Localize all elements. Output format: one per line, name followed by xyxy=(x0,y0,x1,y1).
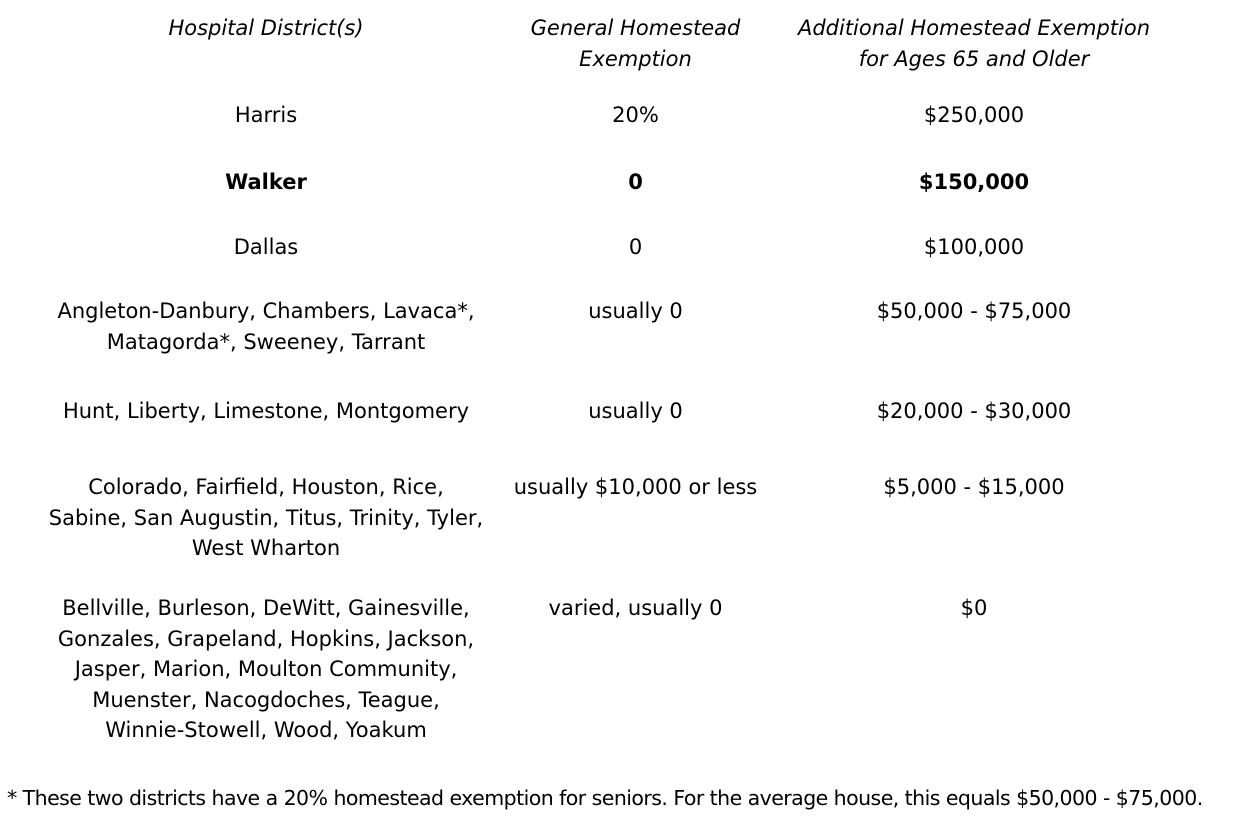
district-line: West Wharton xyxy=(191,536,341,560)
row-dallas-general: 0 xyxy=(628,235,643,259)
row-harris-additional: $250,000 xyxy=(923,103,1025,127)
row-walker-general: 0 xyxy=(628,170,643,194)
district-line: Sabine, San Augustin, Titus, Trinity, Tyler, xyxy=(48,505,484,530)
header-hospital-districts xyxy=(30,13,502,44)
header-additional-line-1: Additional Homestead Exemption xyxy=(797,16,1151,40)
footnote: * These two districts have a 20% homestead exemption for seniors. For the average house, this equals $50,000 - $75,000. xyxy=(7,786,1203,810)
district-name: Harris xyxy=(234,103,298,127)
row-angleton-group-additional: $50,000 - $75,000 xyxy=(876,299,1072,323)
row-walker-additional: $150,000 xyxy=(918,170,1030,194)
district-name: Dallas xyxy=(233,235,299,259)
district-line: Bellville, Burleson, DeWitt, Gainesville, xyxy=(62,596,470,620)
header-additional-exemption xyxy=(784,13,1164,74)
row-bellville-group-additional: $0 xyxy=(960,596,988,620)
district-line: Colorado, Fairfield, Houston, Rice, xyxy=(88,475,444,499)
row-bellville-group-general: varied, usually 0 xyxy=(548,596,723,620)
district-line: Hunt, Liberty, Limestone, Montgomery xyxy=(62,399,470,423)
row-hunt-group-general: usually 0 xyxy=(588,399,683,423)
row-angleton-group-general: usually 0 xyxy=(588,299,683,323)
district-name: Walker xyxy=(225,170,307,194)
row-harris-district xyxy=(30,100,502,131)
header-general-line-1: General Homestead xyxy=(530,16,741,40)
row-colorado-group-district xyxy=(30,472,502,564)
district-line: Winnie-Stowell, Wood, Yoakum xyxy=(105,718,427,742)
header-general-exemption xyxy=(500,13,771,74)
row-bellville-group-district xyxy=(30,593,502,746)
district-line: Jasper, Marion, Moulton Community, xyxy=(74,657,458,681)
row-colorado-group-general: usually $10,000 or less xyxy=(513,475,758,499)
district-line: Angleton-Danbury, Chambers, Lavaca*, xyxy=(57,299,475,323)
district-line: Gonzales, Grapeland, Hopkins, Jackson, xyxy=(57,626,475,651)
row-dallas-additional: $100,000 xyxy=(923,235,1025,259)
row-dallas-district xyxy=(30,232,502,263)
row-harris-general: 20% xyxy=(612,103,659,127)
header-additional-line-2: for Ages 65 and Older xyxy=(858,46,1090,71)
district-line: Muenster, Nacogdoches, Teague, xyxy=(92,687,440,712)
row-angleton-group-district xyxy=(30,296,502,357)
row-walker-district xyxy=(30,167,502,198)
header-hospital-districts-text: Hospital District(s) xyxy=(168,16,364,40)
row-hunt-group-additional: $20,000 - $30,000 xyxy=(876,399,1072,423)
row-colorado-group-additional: $5,000 - $15,000 xyxy=(883,475,1065,499)
row-hunt-group-district xyxy=(30,396,502,427)
district-line: Matagorda*, Sweeney, Tarrant xyxy=(106,329,426,354)
header-general-line-2: Exemption xyxy=(579,46,692,71)
